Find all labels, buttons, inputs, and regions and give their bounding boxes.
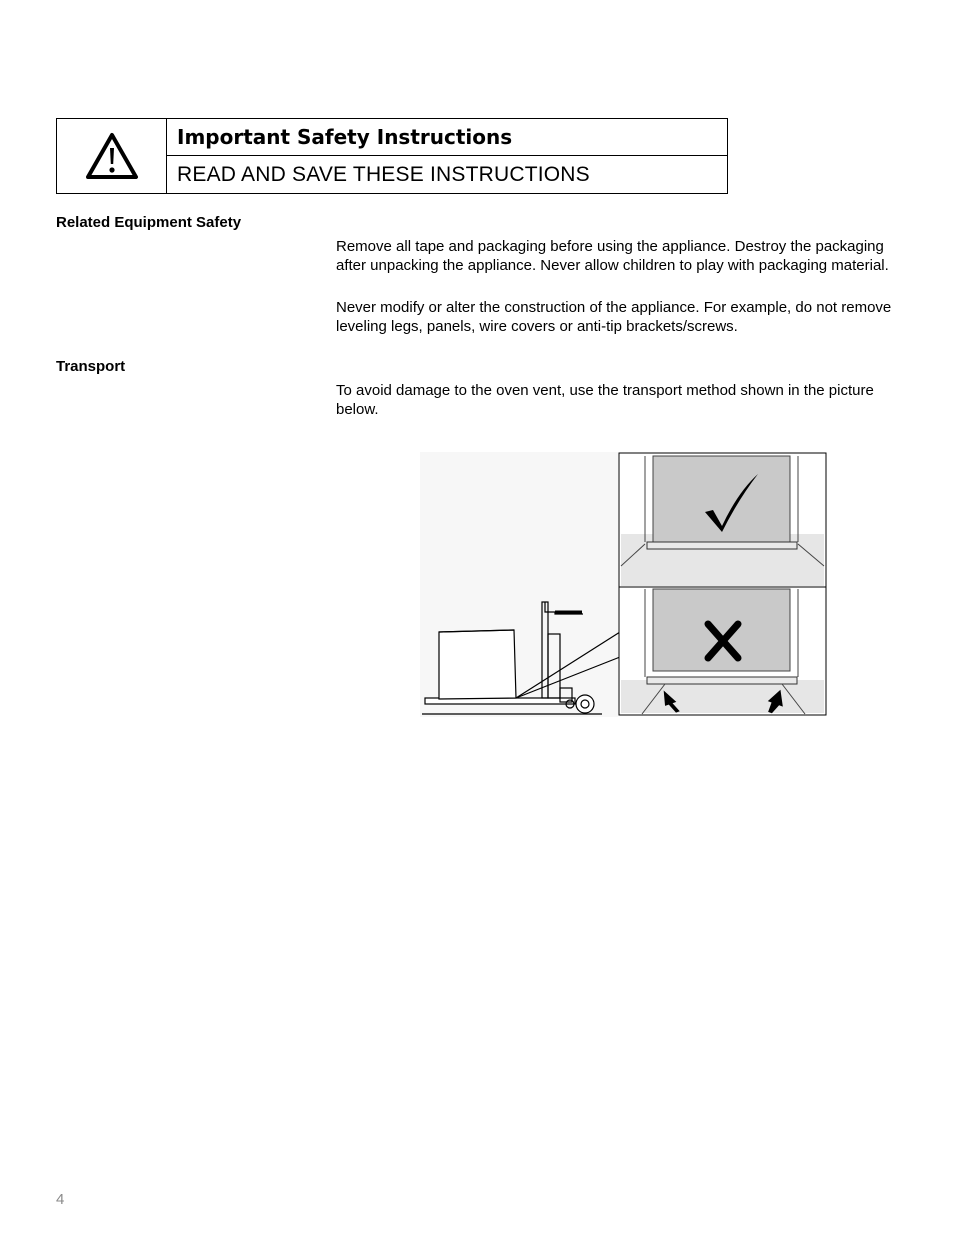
page-number: 4: [56, 1191, 65, 1208]
warning-triangle-icon: [85, 132, 139, 180]
section-heading-related-equipment: Related Equipment Safety: [56, 214, 242, 231]
header-icon-cell: [57, 119, 167, 193]
transport-illustration: [420, 452, 830, 717]
paragraph-packaging: Remove all tape and packaging before using the appliance. Destroy the packaging after unpacking the appliance. Never allow children to play with packaging material.: [336, 238, 889, 274]
safety-header-box: [56, 118, 728, 194]
paragraph-transport: To avoid damage to the oven vent, use the transport method shown in the picture below.: [336, 382, 874, 418]
header-subtitle: READ AND SAVE THESE INSTRUCTIONS: [177, 162, 590, 186]
section-heading-transport: Transport: [56, 358, 126, 375]
paragraph-modify: Never modify or alter the construction of the appliance. For example, do not remove leveling legs, panels, wire covers or anti-tip brackets/screws.: [336, 299, 892, 335]
header-title: Important Safety Instructions: [167, 119, 727, 156]
